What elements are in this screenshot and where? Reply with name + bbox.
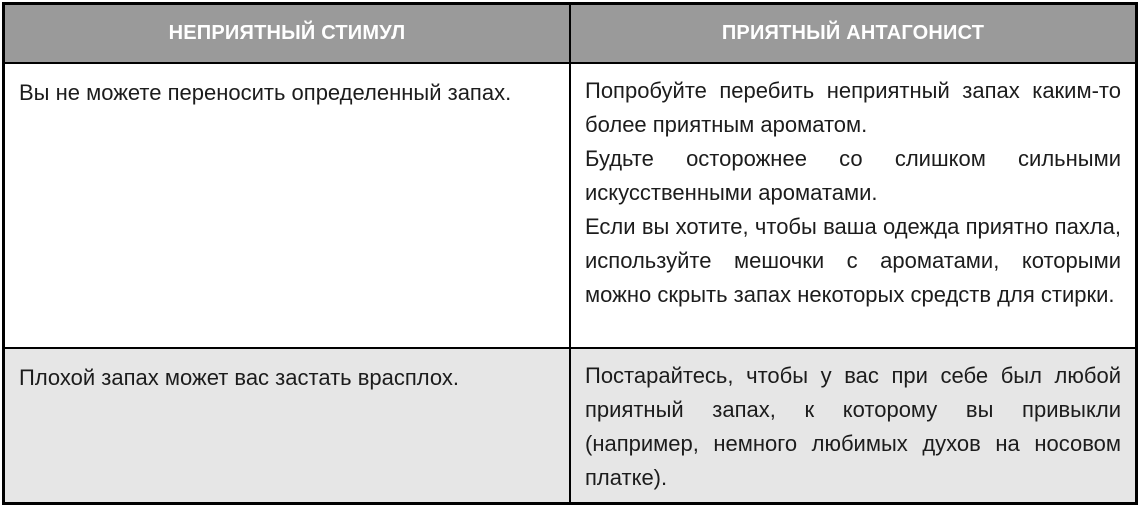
header-label: ПРИЯТНЫЙ АНТАГОНИСТ (721, 22, 985, 44)
row2-antagonist-cell (571, 349, 1135, 502)
header-cell-unpleasant-stimulus (5, 5, 569, 62)
paragraph: Попробуйте перебить неприятный запах каким-то более приятным ароматом. (585, 78, 1121, 137)
header-label: НЕПРИЯТНЫЙ СТИМУЛ (168, 22, 406, 44)
row1-antagonist-cell (571, 64, 1135, 347)
stimulus-text: Плохой запах может вас застать врасплох. (19, 365, 459, 390)
paragraph: Если вы хотите, чтобы ваша одежда приятно пахла, используйте мешочки с ароматами, которыми можно скрыть запах некоторых средств для стирки. (585, 214, 1121, 307)
stimulus-text: Вы не можете переносить определенный запах. (19, 80, 512, 105)
stimulus-antagonist-table (2, 2, 1138, 505)
row2-stimulus-cell (5, 349, 569, 502)
paragraph: Будьте осторожнее со слишком сильными искусственными ароматами. (585, 146, 1121, 205)
paragraph: Постарайтесь, чтобы у вас при себе был любой приятный запах, к которому вы привыкли (например, немного любимых духов на носовом платке). (585, 363, 1121, 490)
header-cell-pleasant-antagonist (571, 5, 1135, 62)
row1-stimulus-cell (5, 64, 569, 347)
